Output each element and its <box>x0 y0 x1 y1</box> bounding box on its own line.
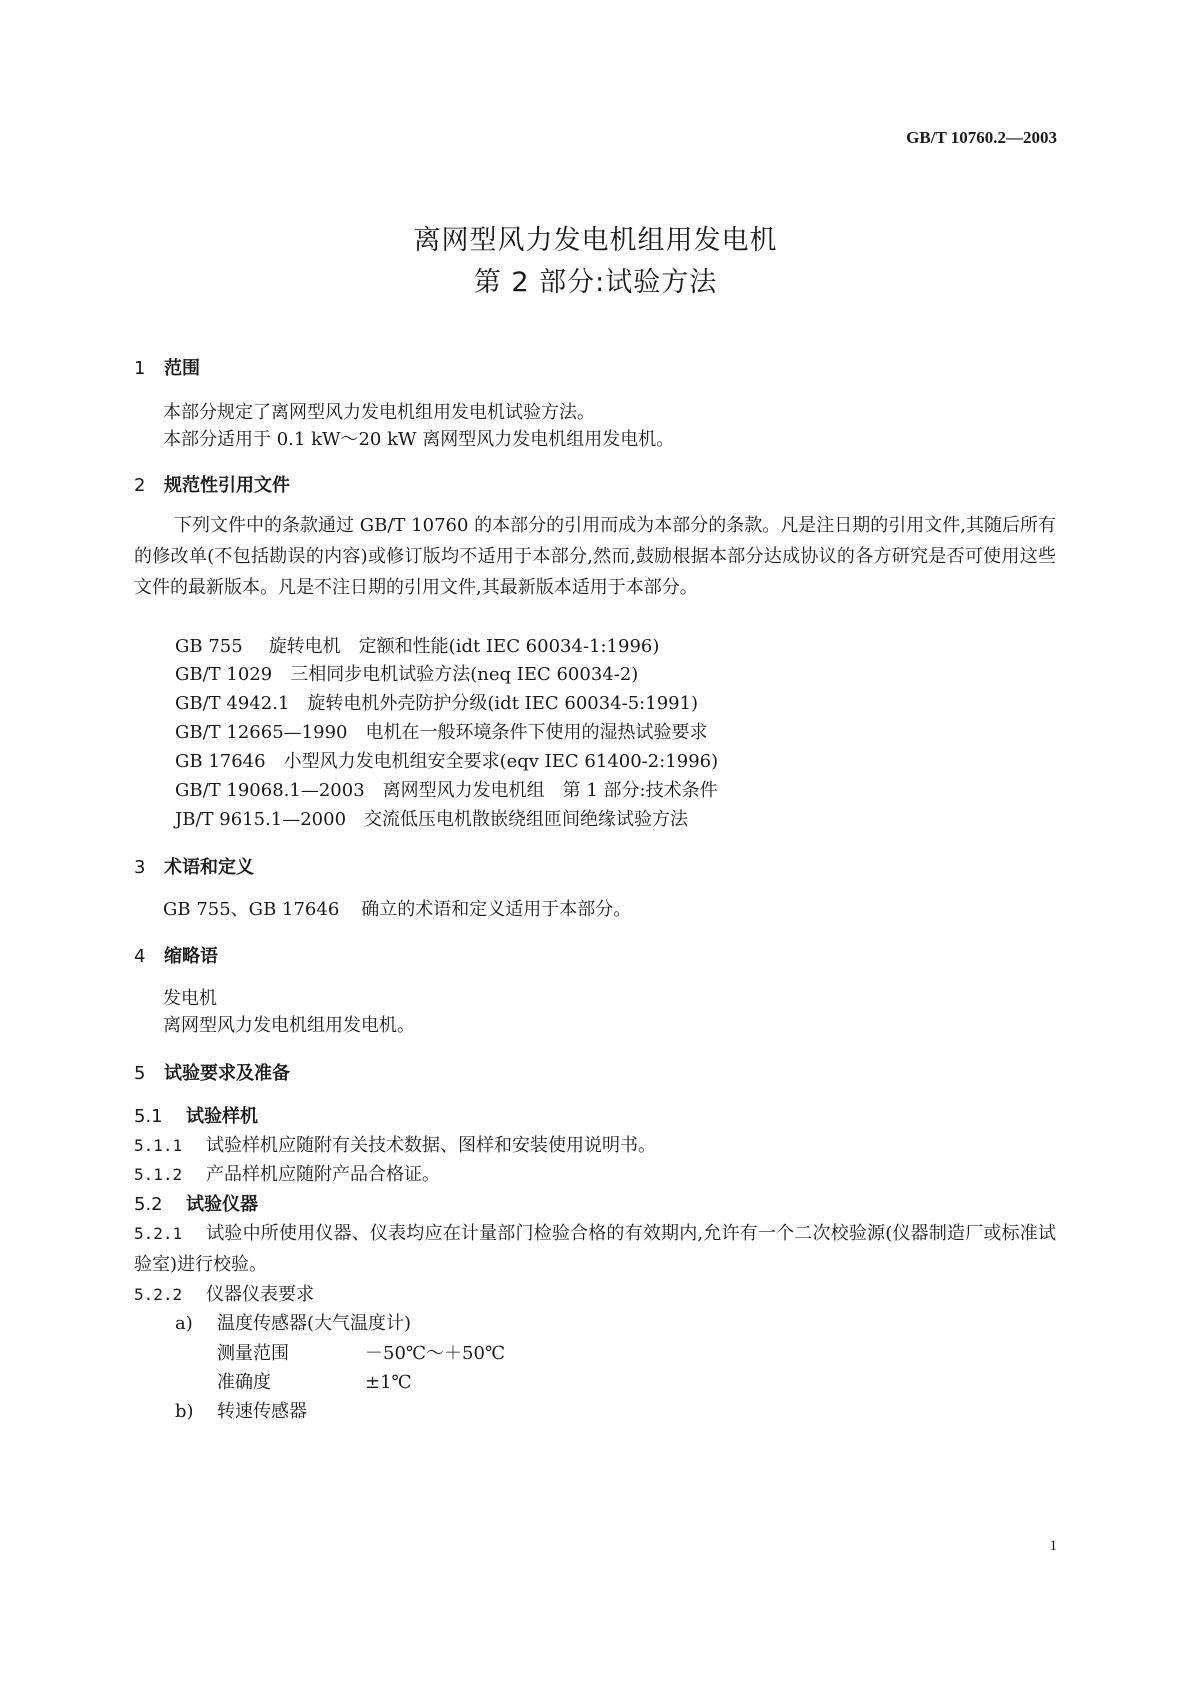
reference-code: GB/T 19068.1—2003 <box>175 780 365 801</box>
section-number: 5 <box>134 1063 146 1084</box>
paragraph: 下列文件中的条款通过 GB/T 10760 的本部分的引用而成为本部分的条款。凡是注日期的引用文件,其随后所有的修改单(不包括勘误的内容)或修订版均不适用于本部分,然而,鼓励根据本部分达成协议的各方研究是否可使用这些文件的最新版本。凡是不注日期的引用文件,其最新版本适用于本部分。 <box>134 515 1056 598</box>
reference-code: GB 17646 <box>175 751 266 772</box>
list-label: b) <box>175 1401 194 1422</box>
paragraph <box>163 894 631 925</box>
reference-title: 离网型风力发电机组 第 1 部分:技术条件 <box>382 780 718 801</box>
spec-row-range <box>217 1339 505 1365</box>
reference-code: GB 755 <box>175 636 243 657</box>
section-heading-2 <box>134 471 290 497</box>
clause-number: 5.1.1 <box>134 1136 183 1155</box>
reference-item <box>175 632 659 658</box>
reference-title: 电机在一般环境条件下使用的湿热试验要求 <box>365 722 708 743</box>
clause-text: 试验样机应随附有关技术数据、图样和安装使用说明书。 <box>206 1135 656 1156</box>
clause-text: 产品样机应随附产品合格证。 <box>206 1164 440 1185</box>
subsection-label: 试验仪器 <box>186 1194 258 1215</box>
subsection-number: 5.2 <box>134 1194 163 1215</box>
subsection-heading-5-2 <box>134 1190 258 1216</box>
clause-5-2-1 <box>134 1218 1056 1280</box>
subsection-number: 5.1 <box>134 1106 163 1127</box>
section-heading-1 <box>134 354 200 380</box>
document-subtitle: 第 2 部分:试验方法 <box>473 267 718 298</box>
reference-title: 小型风力发电机组安全要求(eqv IEC 61400-2:1996) <box>283 751 719 772</box>
section-label: 规范性引用文件 <box>164 475 290 496</box>
section-label: 范围 <box>164 358 200 379</box>
paragraph: 本部分适用于 0.1 kW～20 kW 离网型风力发电机组用发电机。 <box>163 429 675 450</box>
reference-code: JB/T 9615.1—2000 <box>175 809 347 830</box>
section-label: 缩略语 <box>164 946 218 967</box>
clause-number: 5.1.2 <box>134 1165 183 1184</box>
list-label: a) <box>175 1313 193 1334</box>
section-heading-3 <box>134 853 254 879</box>
page-number: 1 <box>1049 1538 1057 1554</box>
section-number: 2 <box>134 475 146 496</box>
reference-item <box>175 689 698 715</box>
references-intro <box>134 510 1056 603</box>
paragraph-text: 确立的术语和定义适用于本部分。 <box>361 899 632 920</box>
abbreviation-term: 发电机 <box>163 988 217 1009</box>
subsection-heading-5-1 <box>134 1102 258 1128</box>
subsection-label: 试验样机 <box>186 1106 258 1127</box>
list-item-a <box>175 1309 411 1335</box>
reference-code: GB/T 4942.1 <box>175 693 290 714</box>
list-text: 转速传感器 <box>217 1401 307 1422</box>
reference-code: GB/T 12665—1990 <box>175 722 348 743</box>
clause-5-1-2 <box>134 1160 440 1186</box>
reference-title: 交流低压电机散嵌绕组匝间绝缘试验方法 <box>364 809 689 830</box>
clause-number: 5.2.2 <box>134 1285 183 1304</box>
reference-item <box>175 747 718 773</box>
section-heading-5 <box>134 1059 290 1085</box>
abbreviation-definition: 离网型风力发电机组用发电机。 <box>163 1015 415 1036</box>
section-number: 1 <box>134 358 146 379</box>
section-number: 3 <box>134 857 146 878</box>
list-item-b <box>175 1397 307 1423</box>
reference-item <box>175 660 638 686</box>
clause-text: 仪器仪表要求 <box>206 1284 314 1305</box>
spec-value: ±1℃ <box>365 1372 412 1393</box>
section-label: 试验要求及准备 <box>164 1063 290 1084</box>
section-number: 4 <box>134 946 146 967</box>
reference-item <box>175 776 718 802</box>
clause-text: 试验中所使用仪器、仪表均应在计量部门检验合格的有效期内,允许有一个二次校验源(仪器制造厂或标准试验室)进行校验。 <box>134 1223 1056 1275</box>
section-label: 术语和定义 <box>164 857 254 878</box>
reference-title: 三相同步电机试验方法(neq IEC 60034-2) <box>290 664 639 685</box>
standard-number: GB/T 10760.2—2003 <box>906 128 1057 147</box>
spec-key: 准确度 <box>217 1372 271 1393</box>
clause-5-2-2 <box>134 1280 314 1306</box>
reference-item <box>175 718 707 744</box>
reference-title: 旋转电机外壳防护分级(idt IEC 60034-5:1991) <box>307 693 699 714</box>
reference-code: GB 755、GB 17646 <box>163 899 340 920</box>
spec-row-accuracy <box>217 1368 412 1394</box>
clause-number: 5.2.1 <box>134 1224 183 1243</box>
list-text: 温度传感器(大气温度计) <box>217 1313 412 1334</box>
spec-key: 测量范围 <box>217 1343 289 1364</box>
document-title: 离网型风力发电机组用发电机 <box>413 225 778 256</box>
spec-value: －50℃～＋50℃ <box>365 1343 506 1364</box>
section-heading-4 <box>134 942 218 968</box>
reference-title: 旋转电机 定额和性能(idt IEC 60034-1:1996) <box>268 636 660 657</box>
clause-5-1-1 <box>134 1131 656 1157</box>
reference-item <box>175 805 688 831</box>
paragraph: 本部分规定了离网型风力发电机组用发电机试验方法。 <box>163 402 595 423</box>
reference-code: GB/T 1029 <box>175 664 273 685</box>
